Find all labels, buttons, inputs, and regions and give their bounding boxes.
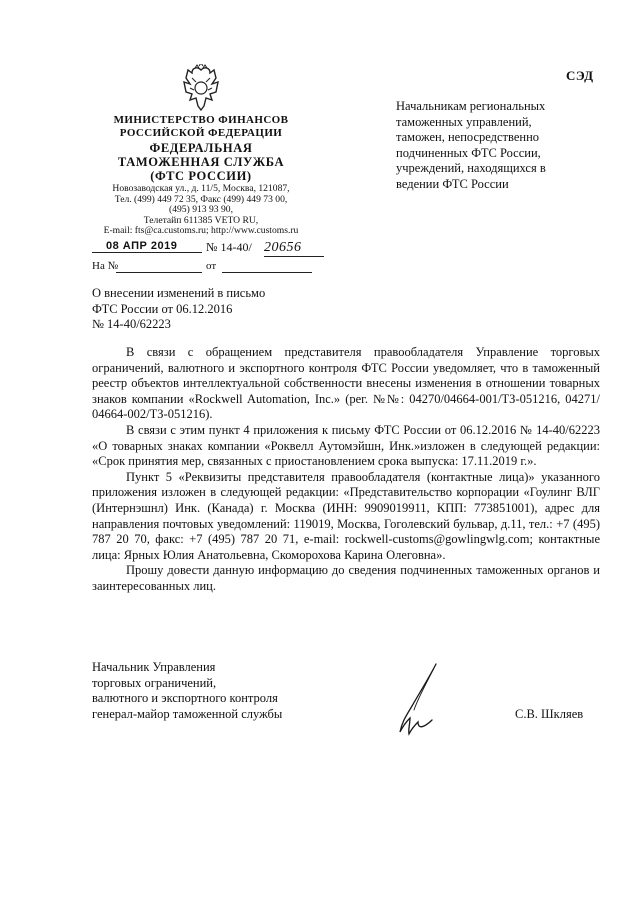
address-line: Новозаводская ул., д. 11/5, Москва, 121087, [112, 183, 290, 194]
addressee-line: таможен, непосредственно [396, 130, 540, 145]
signer-title-line: генерал-майор таможенной службы [92, 706, 283, 721]
ministry-line-1: МИНИСТЕРСТВО ФИНАНСОВ [113, 114, 289, 126]
service-line-1: ФЕДЕРАЛЬНАЯ [149, 141, 253, 155]
signer-name: С.В. Шкляев [515, 707, 584, 721]
addressee-line: ведении ФТС России [396, 176, 509, 191]
addressee-line: таможенных управлений, [396, 114, 532, 129]
body-paragraph: В связи с этим пункт 4 приложения к письму ФТС России от 06.12.2016 № 14-40/62223 «О товарных знаках компании «Роквелл Аутомэйшн, Инк.»изложен в следующей редакции: «Срок принятия мер, связанных с приостановлением срока выпуска: 17.11.2019 г.». [92, 422, 600, 469]
handwritten-number: 20656 [264, 240, 302, 255]
reference-line [92, 260, 322, 276]
addressee-line: Начальникам региональных [396, 99, 546, 113]
reference-date-label: от [206, 260, 217, 272]
signer-title-line: Начальник Управления [92, 660, 216, 674]
service-line-3: (ФТС РОССИИ) [150, 169, 252, 183]
registration-line [92, 240, 322, 260]
letter-body [92, 345, 600, 595]
body-paragraph: В связи с обращением представителя правообладателя Управление торговых ограничений, валютного и экспортного контроля ФТС России уведомляет, что в таможенный реестр объектов интеллектуальной собственности внесены изменения в отношении товарных знаков компании «Rockwell Automation, Inc.» (рег. №№: 04270/04664-001/ТЗ-051216, 04271/ 04664-002/ТЗ-051216). [92, 345, 600, 422]
body-paragraph: Прошу довести данную информацию до сведения подчиненных таможенных органов и заинтересованных лиц. [92, 563, 600, 593]
phone-line-2: (495) 913 93 90, [169, 204, 233, 216]
ministry-name [92, 114, 310, 140]
registration-date: 08 АПР 2019 [92, 240, 202, 253]
addressee-line: учреждений, находящихся в [396, 161, 546, 176]
signer-title-line: валютного и экспортного контроля [92, 691, 278, 706]
reference-date-blank [222, 272, 312, 273]
subject-line: О внесении изменений в письмо [92, 286, 266, 300]
registration-number-handwritten [264, 240, 324, 257]
subject-block [92, 286, 332, 333]
sed-mark: СЭД [566, 68, 594, 83]
signer-title-block [92, 660, 352, 722]
subject-line: № 14-40/62223 [92, 317, 171, 331]
reference-number-blank [116, 272, 202, 273]
sender-address-block [92, 184, 310, 237]
registration-number-prefix: № 14-40/ [206, 240, 252, 254]
signer-title-line: торговых ограничений, [92, 675, 217, 690]
reference-number-label: На № [92, 260, 119, 272]
handwritten-signature-icon [396, 662, 448, 740]
addressee-block [396, 99, 596, 193]
teletype-line: Телетайп 611385 VETO RU, [143, 214, 259, 226]
ministry-line-2: РОССИЙСКОЙ ФЕДЕРАЦИИ [119, 127, 283, 139]
service-name [92, 141, 310, 183]
coat-of-arms-emblem-icon [180, 64, 222, 112]
email-line: E-mail: fts@ca.customs.ru; http://www.customs.ru [103, 225, 299, 237]
subject-line: ФТС России от 06.12.2016 [92, 301, 233, 316]
phone-line: Тел. (499) 449 72 35, Факс (499) 449 73 00, [114, 193, 288, 205]
body-paragraph: Пункт 5 «Реквизиты представителя правообладателя (контактные лица)» указанного приложения изложен в следующей редакции: «Представительство корпорации «Гоулинг ВЛГ (Интернэшнл) Инк. (Канада) г. Москва (ИНН: 9909019911, КПП: 773851001), адрес для направления почтовых уведомлений: 119019, Москва, Гоголевский бульвар, д.11, тел.: +7 (495) 787 20 70, факс: +7 (495) 787 20 71, e-mail: rockwell-customs@gowlingwlg.com; контактные лица: Ярных Юлия Анатольевна, Скоморохова Карина Олеговна». [92, 469, 600, 562]
service-line-2: ТАМОЖЕННАЯ СЛУЖБА [117, 155, 285, 169]
addressee-line: подчиненных ФТС России, [396, 145, 541, 160]
